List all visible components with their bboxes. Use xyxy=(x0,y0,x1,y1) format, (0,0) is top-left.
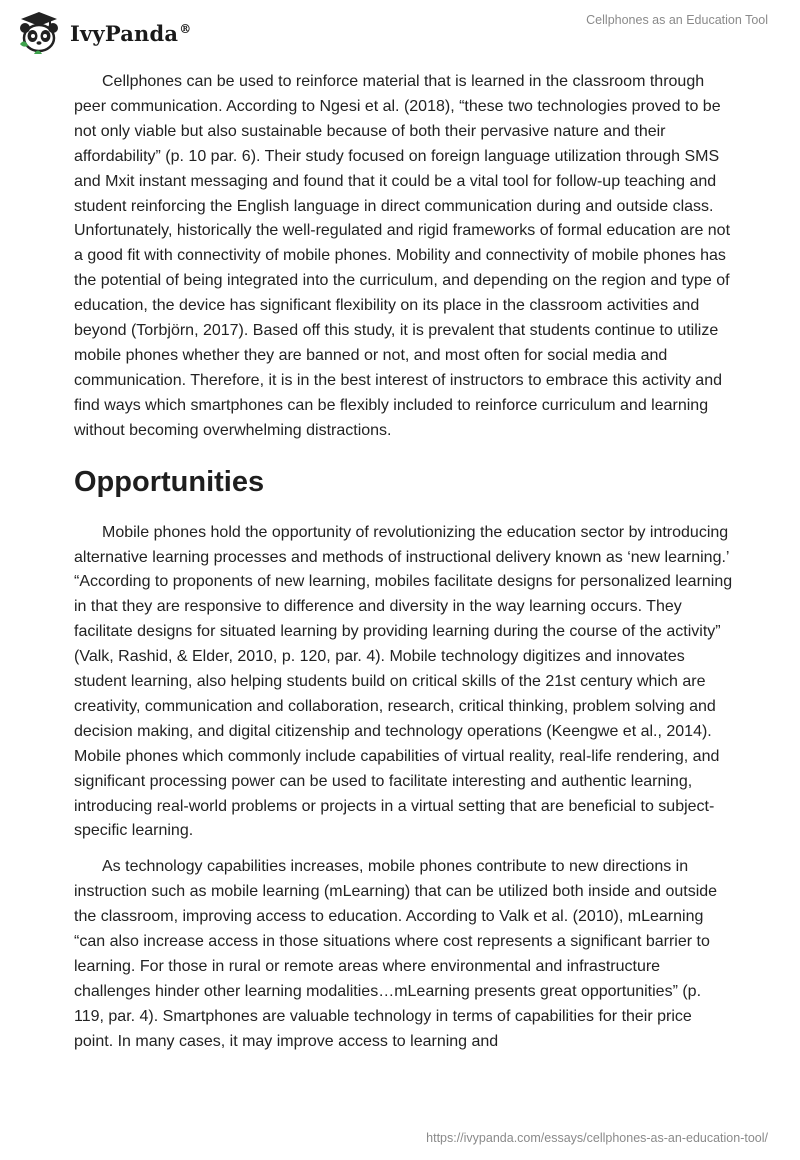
essay-paragraph-3: As technology capabilities increases, mobile phones contribute to new directions in instruction such as mobile learning (mLearning) that can be utilized both inside and outside the classroom, improving access to education. According to Valk et al. (2010), mLearning “can also increase access in those situations where cost represents a significant barrier to learning. For those in rural or remote areas where environmental and infrastructure challenges hinder other learning modalities…mLearning presents great opportunities” (p. 119, par. 4). Smartphones are valuable technology in terms of capabilities for their price point. In many cases, it may improve access to learning and xyxy=(74,858,718,1050)
logo-text: IvyPanda xyxy=(70,20,179,46)
essay-paragraph-1: Cellphones can be used to reinforce material that is learned in the classroom through peer communication. According to Ngesi et al. (2018), “these two technologies proved to be not only viable but also sustainable because of both their pervasive nature and their affordability” (p. 10 par. 6). Their study focused on foreign language utilization through SMS and Mxit instant messaging and found that it could be a vital tool for follow-up teaching and student reinforcing the English language in direct communication during and outside class. Unfortunately, historically the well-regulated and rigid frameworks of formal education are not a good fit with connectivity of mobile phones. Mobility and connectivity of mobile phones has the potential of being integrated into the curriculum, and depending on the region and type of education, the device has significant flexibility on its place in the classroom activities and beyond (Torbjörn, 2017). Based off this study, it is prevalent that students continue to utilize mobile phones whether they are banned or not, and most often for social media and communication. Therefore, it is in the best interest of instructors to embrace this activity and find ways which smartphones can be flexibly included to reinforce curriculum and learning without becoming overwhelming distractions. xyxy=(74,73,731,439)
trademark-symbol: ® xyxy=(179,21,192,36)
ivypanda-logo[interactable] xyxy=(16,10,191,56)
document-title: Cellphones as an Education Tool xyxy=(586,13,768,27)
section-heading-opportunities: Opportunities xyxy=(74,465,265,498)
essay-paragraph-2: Mobile phones hold the opportunity of revolutionizing the education sector by introducing alternative learning processes and methods of instructional delivery known as ‘new learning.’ “According to proponents of new learning, mobiles facilitate designs for personalized learning in that they are responsive to difference and diversity in the way learning occurs. They facilitate designs for situated learning by providing learning during the course of the activity” (Valk, Rashid, & Elder, 2010, p. 120, par. 4). Mobile technology digitizes and innovates student learning, also helping students build on critical skills of the 21st century which are creativity, communication and collaboration, research, critical thinking, problem solving and decision making, and digital citizenship and technology operations (Keengwe et al., 2014). Mobile phones which commonly include capabilities of virtual reality, real-life rendering, and significant processing power can be used to facilitate interesting and authentic learning, introducing real-world problems or projects in a virtual setting that are beneficial to subject-specific learning. xyxy=(74,523,733,840)
essay-content xyxy=(74,70,734,1066)
source-url-link[interactable]: https://ivypanda.com/essays/cellphones-as-an-education-tool/ xyxy=(426,1131,768,1145)
page-header xyxy=(0,0,800,64)
panda-logo-icon xyxy=(16,10,62,56)
logo-wordmark xyxy=(70,21,191,46)
